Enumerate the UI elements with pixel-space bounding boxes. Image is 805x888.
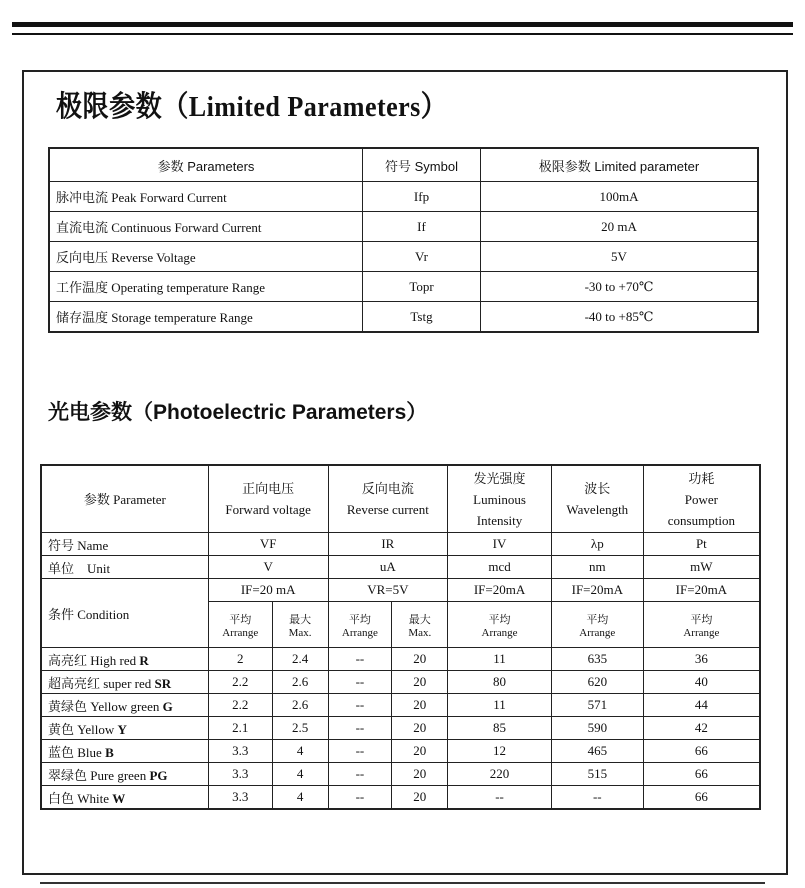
table-row: [41, 648, 760, 671]
cell: 40: [643, 671, 760, 694]
color-name: 白色 White: [48, 790, 113, 806]
color-name: 蓝色 Blue: [48, 744, 106, 760]
cell: 2.1: [208, 717, 272, 740]
cell: 590: [551, 717, 643, 740]
row-label: 单位 Unit: [41, 556, 208, 579]
color-label: [41, 786, 208, 810]
header-text: 正向电压: [242, 481, 295, 496]
cell: 80: [448, 671, 552, 694]
cell: VR=5V: [328, 579, 448, 602]
cell: 44: [643, 694, 760, 717]
cell: 36: [643, 648, 760, 671]
param-value: -40 to +85℃: [481, 302, 759, 333]
header-reverse-current: [328, 465, 448, 533]
header-text: 波长: [584, 481, 611, 496]
color-code: SR: [154, 675, 172, 691]
header-forward-voltage: [208, 465, 328, 533]
cell: --: [328, 717, 392, 740]
param-symbol: Tstg: [363, 302, 481, 333]
cell: 2.6: [272, 671, 328, 694]
header-text: Wavelength: [566, 502, 629, 517]
avg-cn: 平均: [586, 613, 609, 626]
avg-en: Arrange: [579, 626, 616, 639]
param-symbol: Ifp: [363, 182, 481, 212]
cell: 20: [392, 648, 448, 671]
param-value: 5V: [481, 242, 759, 272]
color-label: [41, 740, 208, 763]
avg-cell: [551, 602, 643, 648]
param-name: 工作温度 Operating temperature Range: [49, 272, 363, 302]
cell: 4: [272, 786, 328, 810]
header-wavelength: [551, 465, 643, 533]
cell: 20: [392, 763, 448, 786]
cell: mcd: [448, 556, 552, 579]
limited-parameters-title: 极限参数（Limited Parameters）: [56, 91, 448, 123]
header-text: Intensity: [476, 512, 523, 528]
avg-en: Arrange: [683, 626, 720, 639]
color-name: 翠绿色 Pure green: [48, 767, 150, 783]
cell: 4: [272, 740, 328, 763]
cell: 2.5: [272, 717, 328, 740]
param-symbol: Topr: [363, 272, 481, 302]
color-code: PG: [149, 767, 168, 783]
param-symbol: Vr: [363, 242, 481, 272]
cell: 2.4: [272, 648, 328, 671]
cell: IV: [448, 533, 552, 556]
color-label: [41, 717, 208, 740]
cell: 635: [551, 648, 643, 671]
cell: 571: [551, 694, 643, 717]
cell: IF=20 mA: [208, 579, 328, 602]
row-label: 符号 Name: [41, 533, 208, 556]
param-name: 脉冲电流 Peak Forward Current: [49, 182, 363, 212]
header-text: Reverse current: [346, 502, 429, 517]
header-text: Luminous: [473, 491, 526, 507]
max-cell: [272, 602, 328, 648]
cell: --: [551, 786, 643, 810]
header-parameter: 参数 Parameter: [41, 465, 208, 533]
color-label: [41, 648, 208, 671]
table-row: [49, 242, 758, 272]
color-name: 超高亮红 super red: [48, 675, 155, 691]
cell: 20: [392, 786, 448, 810]
color-code: B: [105, 744, 114, 760]
cell: 20: [392, 740, 448, 763]
color-name: 黄色 Yellow: [48, 721, 118, 737]
avg-en: Arrange: [222, 626, 259, 639]
symbol-row: [41, 533, 760, 556]
param-value: -30 to +70℃: [481, 272, 759, 302]
max-cell: [392, 602, 448, 648]
cell: λp: [551, 533, 643, 556]
avg-cn: 平均: [690, 613, 713, 626]
table-row: [49, 212, 758, 242]
color-code: W: [112, 790, 126, 806]
table-header-row: [41, 465, 760, 533]
table-row: [41, 763, 760, 786]
cell: mW: [643, 556, 760, 579]
header-text: Forward voltage: [225, 502, 311, 517]
color-code: G: [162, 698, 173, 714]
cell: 4: [272, 763, 328, 786]
cell: 2.6: [272, 694, 328, 717]
max-en: Max.: [288, 626, 312, 639]
bottom-rule: [40, 882, 765, 884]
cell: --: [328, 763, 392, 786]
cell: 465: [551, 740, 643, 763]
cell: 220: [448, 763, 552, 786]
param-name: 储存温度 Storage temperature Range: [49, 302, 363, 333]
limited-parameters-table: [48, 147, 759, 333]
header-luminous-intensity: [448, 465, 552, 533]
photoelectric-parameters-table: [40, 464, 761, 810]
color-label: [41, 671, 208, 694]
cell: 66: [643, 740, 760, 763]
cell: 11: [448, 694, 552, 717]
avg-cn: 平均: [488, 613, 511, 626]
cell: 66: [643, 763, 760, 786]
header-text: Power: [684, 491, 718, 507]
cell: V: [208, 556, 328, 579]
cell: IF=20mA: [448, 579, 552, 602]
max-cn: 最大: [289, 613, 312, 626]
cell: VF: [208, 533, 328, 556]
table-row: [41, 786, 760, 810]
avg-en: Arrange: [481, 626, 518, 639]
header-power: [643, 465, 760, 533]
cell: --: [328, 648, 392, 671]
table-row: [41, 671, 760, 694]
cell: 12: [448, 740, 552, 763]
cell: 2.2: [208, 694, 272, 717]
table-row: [49, 182, 758, 212]
cell: --: [328, 786, 392, 810]
cell: uA: [328, 556, 448, 579]
cell: 3.3: [208, 763, 272, 786]
photoelectric-parameters-title: 光电参数（Photoelectric Parameters）: [48, 401, 428, 424]
header-text: consumption: [667, 512, 735, 528]
color-code: R: [139, 652, 149, 668]
cell: 620: [551, 671, 643, 694]
avg-en: Arrange: [341, 626, 378, 639]
cell: IF=20mA: [643, 579, 760, 602]
condition-row: [41, 579, 760, 602]
cell: 2.2: [208, 671, 272, 694]
top-rule-thin: [12, 33, 793, 35]
avg-cell: [328, 602, 392, 648]
table-row: [41, 717, 760, 740]
top-rule-thick: [12, 22, 793, 27]
color-name: 黄绿色 Yellow green: [48, 698, 163, 714]
cell: IF=20mA: [551, 579, 643, 602]
cell: 20: [392, 671, 448, 694]
table-header-row: [49, 148, 758, 182]
cell: 2: [208, 648, 272, 671]
cell: IR: [328, 533, 448, 556]
cell: 66: [643, 786, 760, 810]
cell: 11: [448, 648, 552, 671]
cell: 515: [551, 763, 643, 786]
avg-cn: 平均: [229, 613, 252, 626]
cell: --: [328, 671, 392, 694]
color-code: Y: [117, 721, 127, 737]
color-label: [41, 694, 208, 717]
cell: nm: [551, 556, 643, 579]
cell: 20: [392, 717, 448, 740]
header-text: 反向电流: [361, 481, 414, 496]
unit-row: [41, 556, 760, 579]
avg-cell: [208, 602, 272, 648]
color-name: 高亮红 High red: [48, 652, 140, 668]
param-value: 20 mA: [481, 212, 759, 242]
avg-cell: [643, 602, 760, 648]
cell: Pt: [643, 533, 760, 556]
cell: 85: [448, 717, 552, 740]
cell: --: [328, 740, 392, 763]
cell: 42: [643, 717, 760, 740]
cell: 20: [392, 694, 448, 717]
cell: --: [328, 694, 392, 717]
table-row: [49, 302, 758, 333]
header-symbol: 符号 Symbol: [363, 148, 481, 182]
param-name: 直流电流 Continuous Forward Current: [49, 212, 363, 242]
header-text: 发光强度: [473, 470, 526, 486]
cell: --: [448, 786, 552, 810]
param-symbol: If: [363, 212, 481, 242]
max-en: Max.: [408, 626, 432, 639]
max-cn: 最大: [408, 613, 431, 626]
row-label: 条件 Condition: [41, 579, 208, 648]
param-value: 100mA: [481, 182, 759, 212]
avg-cn: 平均: [348, 613, 371, 626]
header-text: 功耗: [688, 470, 715, 486]
param-name: 反向电压 Reverse Voltage: [49, 242, 363, 272]
table-row: [41, 694, 760, 717]
table-row: [49, 272, 758, 302]
header-limited: 极限参数 Limited parameter: [481, 148, 759, 182]
color-label: [41, 763, 208, 786]
table-row: [41, 740, 760, 763]
cell: 3.3: [208, 786, 272, 810]
avg-cell: [448, 602, 552, 648]
header-parameters: 参数 Parameters: [49, 148, 363, 182]
cell: 3.3: [208, 740, 272, 763]
